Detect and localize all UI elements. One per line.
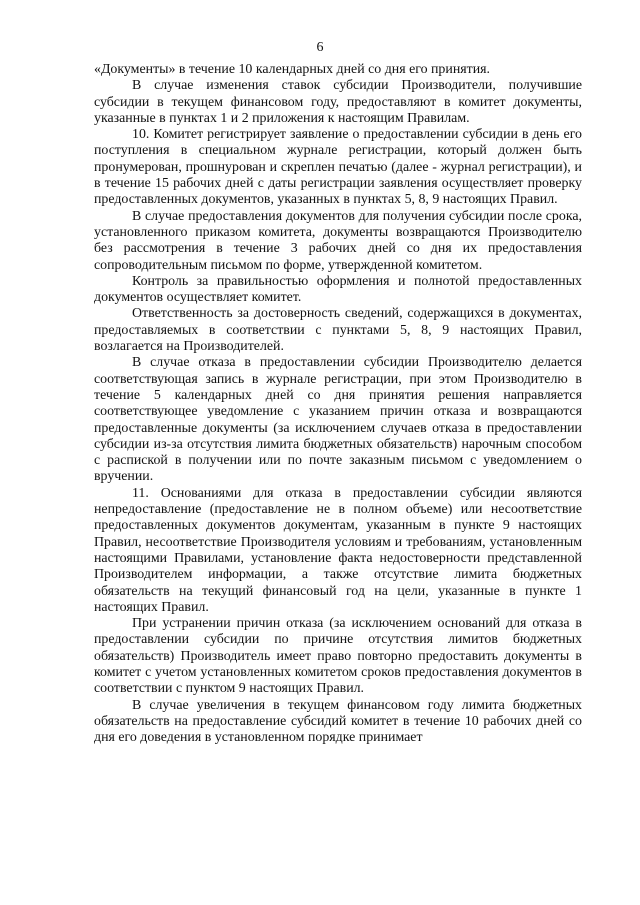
paragraph: Контроль за правильностью оформления и полнотой предоставленных документов осуществляет комитет. — [94, 273, 582, 306]
paragraph: В случае предоставления документов для получения субсидии после срока, установленного приказом комитета, документы возвращаются Производителю без рассмотрения в течение 3 рабочих дней со дня их предоставления сопроводительным письмом по форме, утвержденной комитетом. — [94, 208, 582, 273]
paragraph: Ответственность за достоверность сведений, содержащихся в документах, предоставляемых в соответствии с пунктами 5, 8, 9 настоящих Правил, возлагается на Производителей. — [94, 306, 582, 355]
paragraph: 10. Комитет регистрирует заявление о предоставлении субсидии в день его поступления в специальном журнале регистрации, который должен быть пронумерован, прошнурован и скреплен печатью (далее - журнал регистрации), и в течение 15 рабочих дней с даты регистрации заявления осуществляет проверку предоставленных документов, указанных в пунктах 5, 8, 9 настоящих Правил. — [94, 127, 582, 208]
paragraph: В случае отказа в предоставлении субсидии Производителю делается соответствующая запись в журнале регистрации, при этом Производителю в течение 5 календарных дней со дня принятия решения направляется соответствующее уведомление с указанием причин отказа и возвращаются предоставленные документы (за исключением случаев отказа в предоставлении субсидии из-за отсутствия лимита бюджетных обязательств) нарочным способом с распиской в получении или по почте заказным письмом с уведомлением о вручении. — [94, 355, 582, 485]
document-body — [94, 62, 582, 746]
paragraph: В случае изменения ставок субсидии Производители, получившие субсидии в текущем финансовом году, предоставляют в комитет документы, указанные в пунктах 1 и 2 приложения к настоящим Правилам. — [94, 78, 582, 126]
paragraph: 11. Основаниями для отказа в предоставлении субсидии являются непредоставление (предоставление не в полном объеме) или несоответствие предоставленных документов документам, указанным в пункте 9 настоящих Правил, несоответствие Производителя условиям и требованиям, установленным настоящими Правилами, установление факта недостоверности представленной Производителем информации, а также отсутствие лимита бюджетных обязательств на текущий финансовый год на цели, указанные в пункте 1 настоящих Правил. — [94, 485, 582, 615]
paragraph: При устранении причин отказа (за исключением оснований для отказа в предоставлении субсидии по причине отсутствия лимитов бюджетных обязательств) Производитель имеет право повторно предоставить документы в комитет с учетом установленных комитетом сроков предоставления документов в соответствии с пунктом 9 настоящих Правил. — [94, 616, 582, 697]
page-number: 6 — [316, 40, 324, 55]
paragraph: В случае увеличения в текущем финансовом году лимита бюджетных обязательств на предоставление субсидий комитет в течение 10 рабочих дней со дня его доведения в установленном порядке принимает — [94, 697, 582, 746]
paragraph: «Документы» в течение 10 календарных дней со дня его принятия. — [94, 62, 491, 77]
